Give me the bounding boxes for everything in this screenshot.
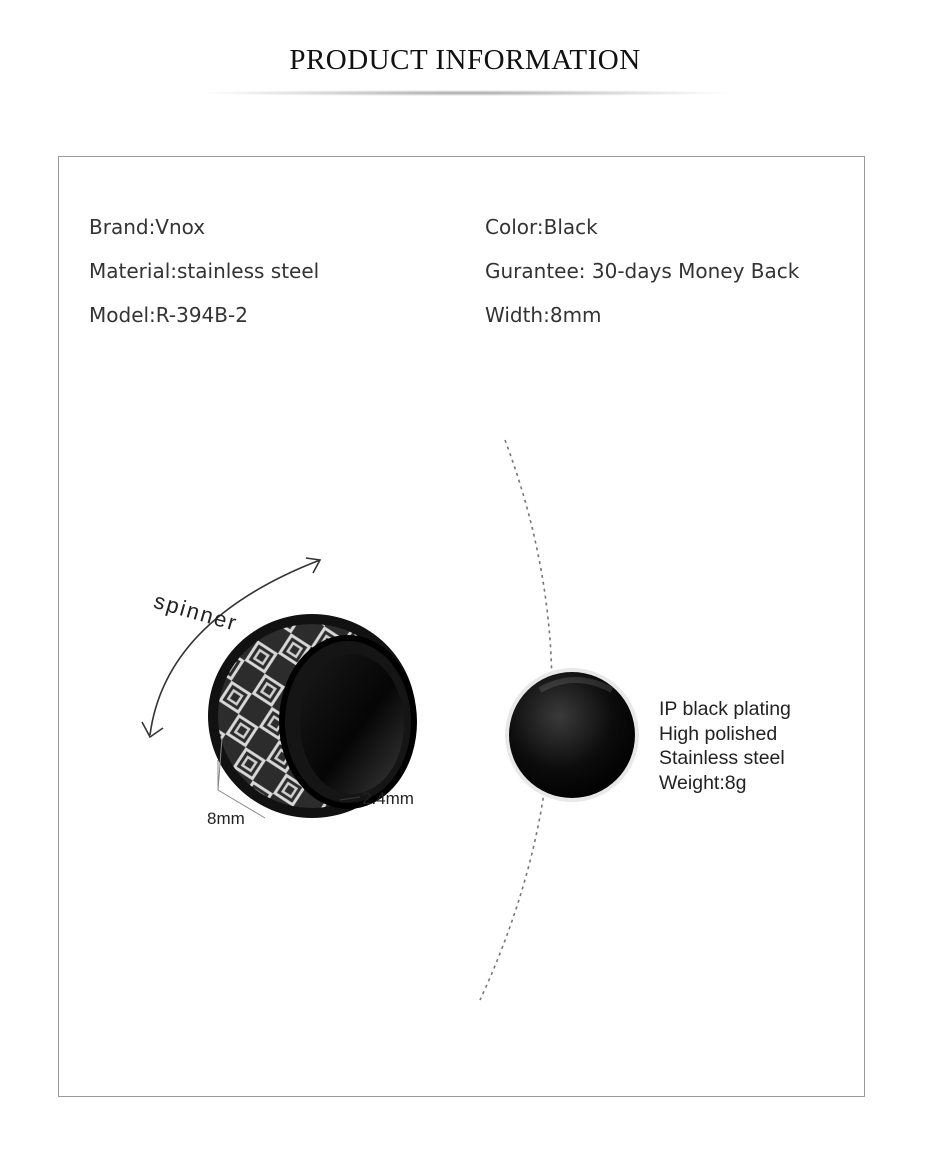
spinner-ring-icon [208, 614, 416, 818]
finish-description [659, 697, 791, 795]
spec-brand: Brand:Vnox [89, 215, 206, 239]
finish-line: IP black plating [659, 698, 791, 720]
spec-material: Material:stainless steel [89, 259, 320, 283]
thickness-label: 2.4mm [362, 789, 414, 808]
finish-line: Weight:8g [659, 771, 747, 794]
spec-color: Color:Black [485, 215, 598, 239]
width-label: 8mm [207, 809, 245, 828]
finish-line: High polished [659, 722, 778, 745]
page-title: PRODUCT INFORMATION [289, 44, 641, 76]
spec-guarantee: Gurantee: 30-days Money Back [485, 259, 800, 283]
spinner-label: spinner [151, 588, 241, 636]
finish-sample-icon [505, 668, 639, 802]
spec-model: Model:R-394B-2 [89, 303, 248, 327]
spec-width: Width:8mm [485, 303, 602, 327]
finish-line: Stainless steel [659, 747, 785, 769]
